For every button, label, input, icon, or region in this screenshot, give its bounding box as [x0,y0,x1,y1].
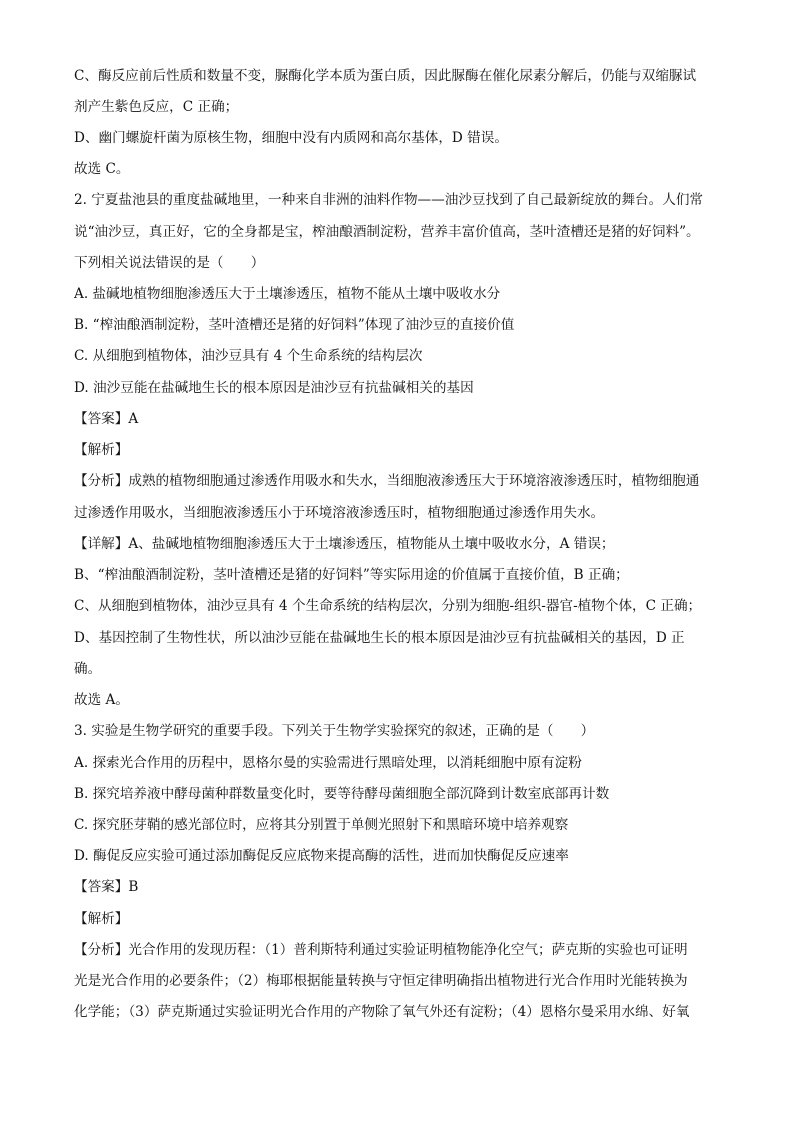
answer-label: 【答案】B [74,879,139,895]
option-d: D. 酶促反应实验可通过添加酶促反应底物来提高酶的活性，进而加快酶促反应速率 [74,848,569,864]
analysis-text: 光是光合作用的必要条件；（2）梅耶根据能量转换与守恒定律明确指出植物进行光合作用时光能转换为 [74,973,688,989]
question-3-stem: 3. 实验是生物学研究的重要手段。下列关于生物学实验探究的叙述，正确的是（ ） [74,723,595,739]
option-a: A. 探索光合作用的历程中，恩格尔曼的实验需进行黑暗处理，以消耗细胞中原有淀粉 [74,755,582,771]
question-2-stem: 2. 宁夏盐池县的重度盐碱地里，一种来自非洲的油料作物——油沙豆找到了自己最新绽放的舞台。人们常 [74,192,704,208]
answer-label: 【答案】A [74,411,139,427]
text-line: 故选 A。 [74,692,129,708]
analysis-heading: 【解析】 [74,911,129,927]
text-line: C、酶反应前后性质和数量不变，脲酶化学本质为蛋白质，因此脲酶在催化尿素分解后，仍能与双缩脲试 [74,68,697,84]
analysis-text: 化学能；（3）萨克斯通过实验证明光合作用的产物除了氧气外还有淀粉；（4）恩格尔曼采用水绵、好氧 [74,1004,690,1020]
option-a: A. 盐碱地植物细胞渗透压大于土壤渗透压，植物不能从土壤中吸收水分 [74,286,501,302]
detail-text: B、“榨油酿酒制淀粉，茎叶渣槽还是猪的好饲料”等实际用途的价值属于直接价值，B 正确； [74,567,629,583]
option-d: D. 油沙豆能在盐碱地生长的根本原因是油沙豆有抗盐碱相关的基因 [74,380,474,396]
analysis-text: 【分析】光合作用的发现历程：（1）普利斯特利通过实验证明植物能净化空气；萨克斯的实验也可证明 [74,942,688,958]
detail-text: D、基因控制了生物性状，所以油沙豆能在盐碱地生长的根本原因是油沙豆有抗盐碱相关的基因，D 正 [74,630,685,646]
option-c: C. 探究胚芽鞘的感光部位时，应将其分别置于单侧光照射下和黑暗环境中培养观察 [74,817,569,833]
analysis-text: 【分析】成熟的植物细胞通过渗透作用吸水和失水，当细胞液渗透压大于环境溶液渗透压时，植物细胞通 [74,473,700,489]
analysis-text: 过渗透作用吸水，当细胞液渗透压小于环境溶液渗透压时，植物细胞通过渗透作用失水。 [74,505,605,521]
option-c: C. 从细胞到植物体，油沙豆具有 4 个生命系统的结构层次 [74,348,423,364]
option-b: B. 探究培养液中酵母菌种群数量变化时，要等待酵母菌细胞全部沉降到计数室底部再计数 [74,786,610,802]
text-line: 故选 C。 [74,161,130,177]
text-line: 下列相关说法错误的是（ ） [74,255,265,271]
detail-text: 确。 [74,661,102,677]
text-line: 说“油沙豆，真正好，它的全身都是宝，榨油酿酒制淀粉，营养丰富价值高，茎叶渣槽还是猪的好饲料”。 [74,224,700,240]
detail-text: 【详解】A、盐碱地植物细胞渗透压大于土壤渗透压，植物能从土壤中吸收水分，A 错误； [74,536,615,552]
text-line: D、幽门螺旋杆菌为原核生物，细胞中没有内质网和高尔基体，D 错误。 [74,130,508,146]
option-b: B. “榨油酿酒制淀粉，茎叶渣槽还是猪的好饲料”体现了油沙豆的直接价值 [74,317,515,333]
analysis-heading: 【解析】 [74,442,129,458]
detail-text: C、从细胞到植物体，油沙豆具有 4 个生命系统的结构层次，分别为细胞-组织-器官-植物个体，C 正确； [74,598,702,614]
text-line: 剂产生紫色反应，C 正确； [74,99,239,115]
